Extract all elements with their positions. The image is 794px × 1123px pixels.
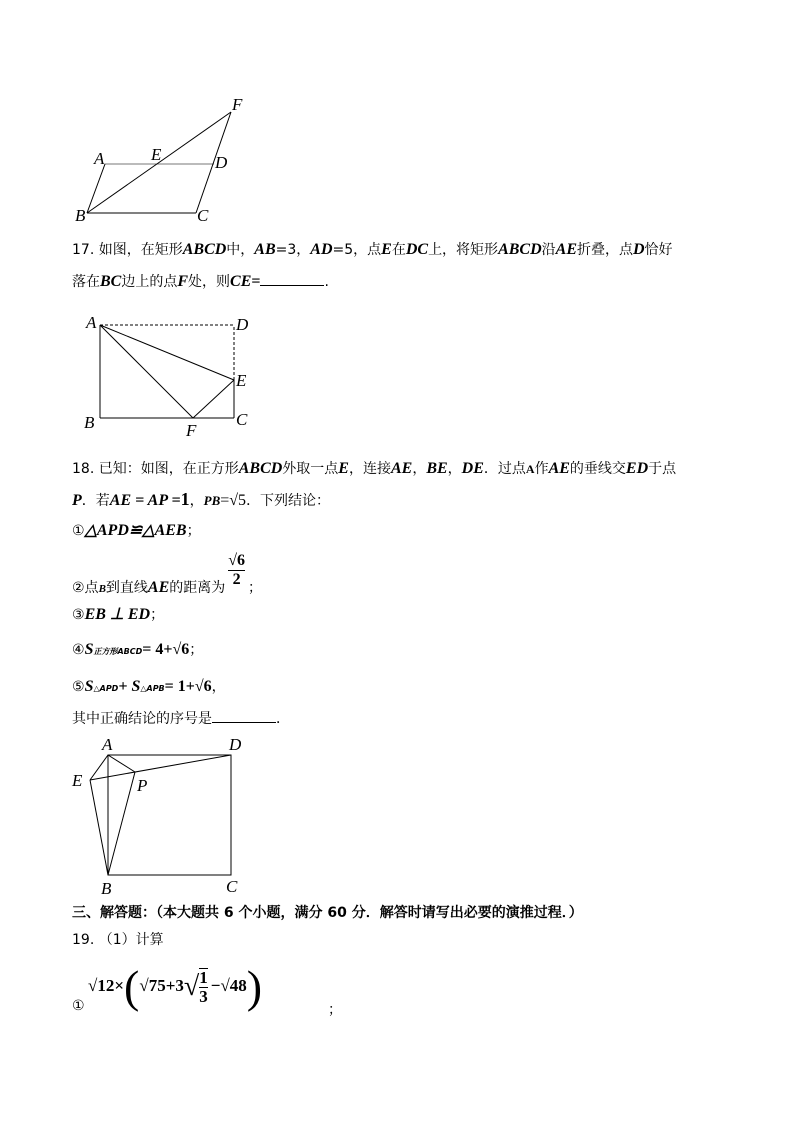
text: ．过点 [483, 461, 526, 477]
text: 的垂线交 [569, 461, 626, 477]
text: 上，将矩形 [428, 242, 499, 258]
text: ， [447, 461, 462, 477]
math: BE [426, 460, 448, 477]
math: AE [147, 579, 170, 596]
fraction [199, 968, 208, 1006]
text: 如图，在矩形 [98, 242, 183, 258]
conclusion-3 [72, 605, 164, 625]
q17-line2 [72, 271, 329, 292]
text: 边上的点 [121, 274, 178, 290]
label-E: E [236, 371, 247, 390]
q18-line2 [72, 489, 330, 511]
q18-line1 [72, 459, 676, 479]
math: AE [548, 460, 570, 477]
text: 落在 [72, 274, 100, 290]
conclusion-1 [72, 521, 201, 541]
math: ED [625, 460, 649, 477]
math: S [84, 678, 94, 695]
math: E [381, 241, 392, 258]
label-F: F [232, 95, 243, 114]
text: ，连接 [348, 461, 391, 477]
label-E: E [72, 771, 83, 790]
text: 其中正确结论的序号是 [72, 711, 212, 727]
math: AE [555, 241, 577, 258]
figure-rectangle-fold [100, 325, 234, 418]
text: ⑤ [72, 679, 85, 695]
text: ， [211, 679, 226, 695]
answer-blank[interactable] [212, 708, 276, 723]
math: ABCD [498, 241, 542, 258]
math: E [338, 460, 349, 477]
math: 1 [180, 489, 190, 509]
text: 作 [534, 461, 549, 477]
label-D: D [236, 315, 249, 334]
text: ， [189, 493, 204, 509]
text: ③ [72, 607, 85, 623]
conclusion-4 [72, 640, 203, 662]
text: ； [150, 607, 165, 623]
math: √75 [139, 975, 166, 995]
math: +3 [165, 975, 184, 995]
math: =√5 [220, 492, 247, 509]
subscript: △APB [140, 684, 165, 693]
label-A: A [86, 313, 97, 332]
text: =5，点 [332, 242, 382, 258]
math: −√48 [210, 975, 247, 995]
math: = [251, 273, 261, 290]
question-number: 18. [72, 461, 95, 477]
math: P [72, 492, 82, 509]
text: =3， [275, 242, 311, 258]
math: EB ⊥ ED [84, 606, 151, 623]
text: ① [72, 523, 85, 539]
math: AD [310, 241, 333, 258]
right-paren: ) [246, 961, 263, 1012]
section-heading: 三、解答题：（本大题共 6 个小题，满分 60 分．解答时请写出必要的演推过程．） [72, 905, 583, 921]
math: ABCD [238, 460, 283, 477]
math: S [84, 641, 94, 658]
text: 到直线 [105, 580, 148, 596]
numerator: 1 [199, 968, 208, 987]
text: ； [248, 580, 263, 596]
label-C: C [197, 206, 209, 225]
denominator: 3 [199, 987, 208, 1006]
text: 折叠，点 [576, 242, 633, 258]
figure-square [90, 755, 231, 875]
text: 的距离为 [169, 580, 226, 596]
text: ④ [72, 642, 85, 658]
question-number: 17. [72, 242, 95, 258]
q17-line1 [72, 240, 673, 260]
text: 恰好 [644, 242, 673, 258]
math: ABCD [182, 241, 227, 258]
math: A [525, 462, 535, 476]
math: = 4+√6 [142, 641, 190, 658]
label-C: C [226, 877, 238, 896]
math: AE = AP = [109, 492, 181, 509]
label-D: D [229, 735, 242, 754]
text: . [324, 274, 329, 290]
label-A: A [102, 735, 113, 754]
label-E: E [151, 145, 162, 164]
subscript: △APD [93, 684, 119, 693]
math: F [177, 273, 189, 290]
text: ； [328, 1002, 342, 1018]
conclusion-5 [72, 677, 226, 699]
subscript: 正方形ABCD [93, 647, 143, 656]
math: √12× [88, 975, 125, 995]
text: 中， [226, 242, 255, 258]
q19-line1: 19. （1）计算 [72, 932, 164, 948]
expression [88, 961, 263, 1012]
text: 已知：如图，在正方形 [98, 461, 239, 477]
item-number: ① [72, 998, 85, 1014]
text: ②点 [72, 580, 99, 596]
math: DE [461, 460, 484, 477]
denominator: 2 [232, 571, 241, 588]
math: D [632, 241, 645, 258]
text: 于点 [648, 461, 677, 477]
math: = 1+√6 [164, 678, 212, 695]
text: ．若 [81, 493, 110, 509]
left-paren: ( [124, 961, 140, 1012]
label-B: B [101, 879, 112, 898]
math: CE [230, 273, 252, 290]
text: ．下列结论： [246, 493, 331, 509]
math: △APD≌△AEB [84, 522, 187, 539]
answer-blank[interactable] [260, 271, 324, 286]
label-P: P [137, 776, 148, 795]
text: ． [276, 711, 290, 727]
math: + S [118, 678, 141, 695]
text: 沿 [541, 242, 556, 258]
math: PB [203, 493, 221, 508]
text: 外取一点 [282, 461, 339, 477]
label-B: B [84, 413, 95, 432]
numerator: √6 [228, 552, 246, 569]
label-C: C [236, 410, 248, 429]
math: AE [390, 460, 413, 477]
label-F: F [186, 421, 197, 440]
text: ， [412, 461, 427, 477]
text: ； [186, 523, 201, 539]
math: DC [405, 241, 429, 258]
fraction [228, 552, 245, 589]
math: BC [100, 273, 122, 290]
conclusion-2 [72, 552, 263, 597]
math: B [98, 583, 106, 595]
label-A: A [94, 149, 105, 168]
sqrt-sign: √ [183, 971, 200, 1002]
math: AB [254, 241, 276, 258]
label-B: B [75, 206, 86, 225]
text: 处，则 [188, 274, 231, 290]
label-D: D [215, 153, 228, 172]
text: ； [189, 642, 204, 658]
q18-ask [72, 708, 290, 729]
text: 在 [391, 242, 406, 258]
